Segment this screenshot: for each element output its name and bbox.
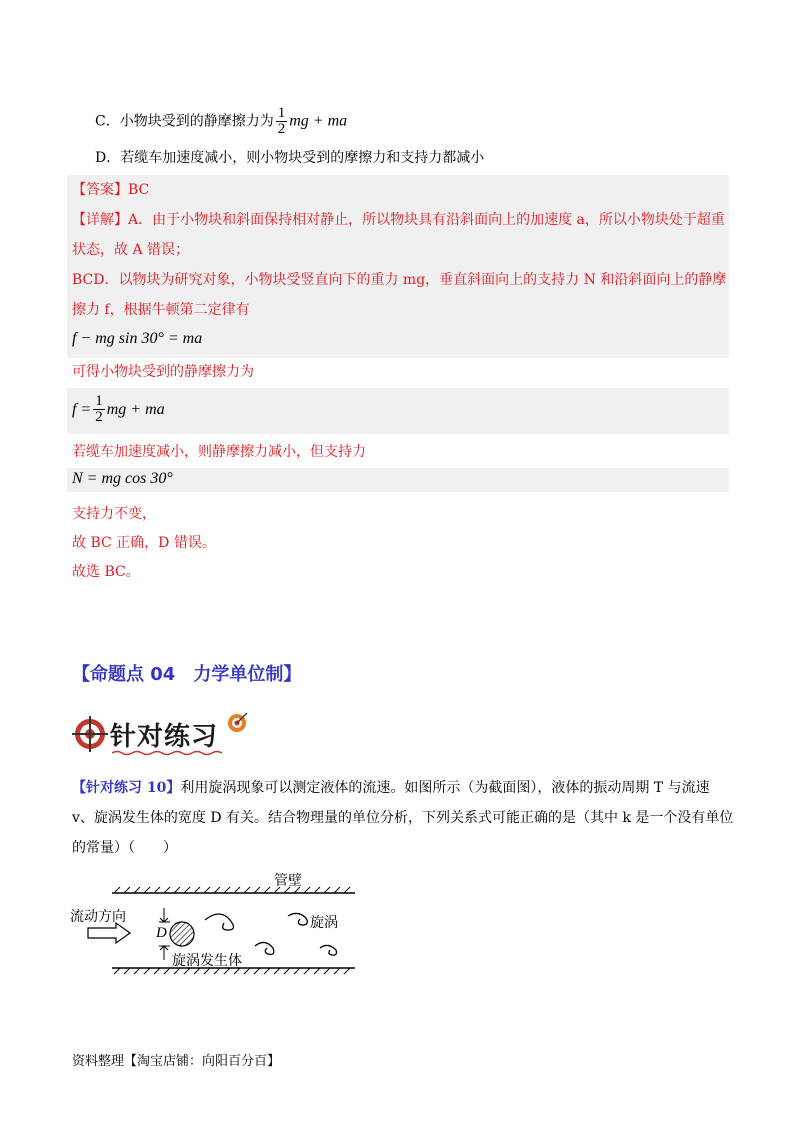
exercise-line-2: v、旋涡发生体的宽度 D 有关。结合物理量的单位分析，下列关系式可能正确的是（其中 k 是一个没有单位 [72,810,734,826]
equation-3: N = mg cos 30° [72,470,173,487]
target-icon [72,714,112,754]
detail-line-2: 状态，故 A 错误； [72,242,190,258]
vortex-label: 旋涡 [310,915,338,931]
exercise-line-1 [72,778,710,798]
generator-label: 旋涡发生体 [172,953,242,969]
detail-line-6: 若缆车加速度减小，则静摩擦力减小，但支持力 [72,444,366,460]
option-c-fraction [276,106,288,137]
option-c [95,106,347,137]
detail-line-4: 擦力 f，根据牛顿第二定律有 [72,302,250,318]
small-target-icon [226,712,248,734]
banner-wave [112,750,222,756]
exercise-label: 【针对练习 10】 [72,780,181,796]
answer: 【答案】BC [72,182,150,198]
wall-label: 管壁 [274,873,302,889]
detail-line-1: 【详解】A．由于小物块和斜面保持相对静止，所以物块具有沿斜面向上的加速度 a，所以小物块处于超重 [72,212,725,228]
fraction-numerator: 1 [277,105,286,121]
eq2-shade [67,388,729,434]
eq2-rhs: mg + ma [106,400,165,418]
equation-2 [72,394,165,425]
detail-line-5: 可得小物块受到的静摩擦力为 [72,364,254,380]
detail-line-7: 支持力不变， [72,506,156,522]
exercise-banner [72,712,252,756]
flow-label: 流动方向 [70,909,126,925]
fraction-denominator: 2 [95,409,103,425]
fraction-denominator: 2 [277,121,286,137]
exercise-line-3: 的常量）（ ） [72,840,177,856]
vortex-figure [70,868,370,988]
detail-line-8: 故 BC 正确，D 错误。 [72,535,216,551]
banner-text: 针对练习 [110,722,219,752]
detail-line-9: 故选 BC。 [72,564,140,580]
option-c-text: C．小物块受到的静摩擦力为 [95,113,274,130]
option-d: D．若缆车加速度减小，则小物块受到的摩擦力和支持力都减小 [95,150,485,166]
equation-1: f − mg sin 30° = ma [72,330,203,347]
option-c-tail: mg + ma [289,112,348,130]
footer: 资料整理【淘宝店铺：向阳百分百】 [72,1054,281,1069]
exercise-text-1: 利用旋涡现象可以测定液体的流速。如图所示（为截面图），液体的振动周期 T 与流速 [180,780,710,796]
eq2-fraction [93,394,105,425]
section-heading: 【命题点 04 力学单位制】 [72,664,302,685]
eq2-lhs: f = [72,400,92,418]
fraction-numerator: 1 [95,393,103,409]
d-label: D [156,925,167,941]
detail-line-3: BCD．以物块为研究对象，小物块受竖直向下的重力 mg，垂直斜面向上的支持力 N 和沿斜面向上的静摩 [72,272,727,288]
